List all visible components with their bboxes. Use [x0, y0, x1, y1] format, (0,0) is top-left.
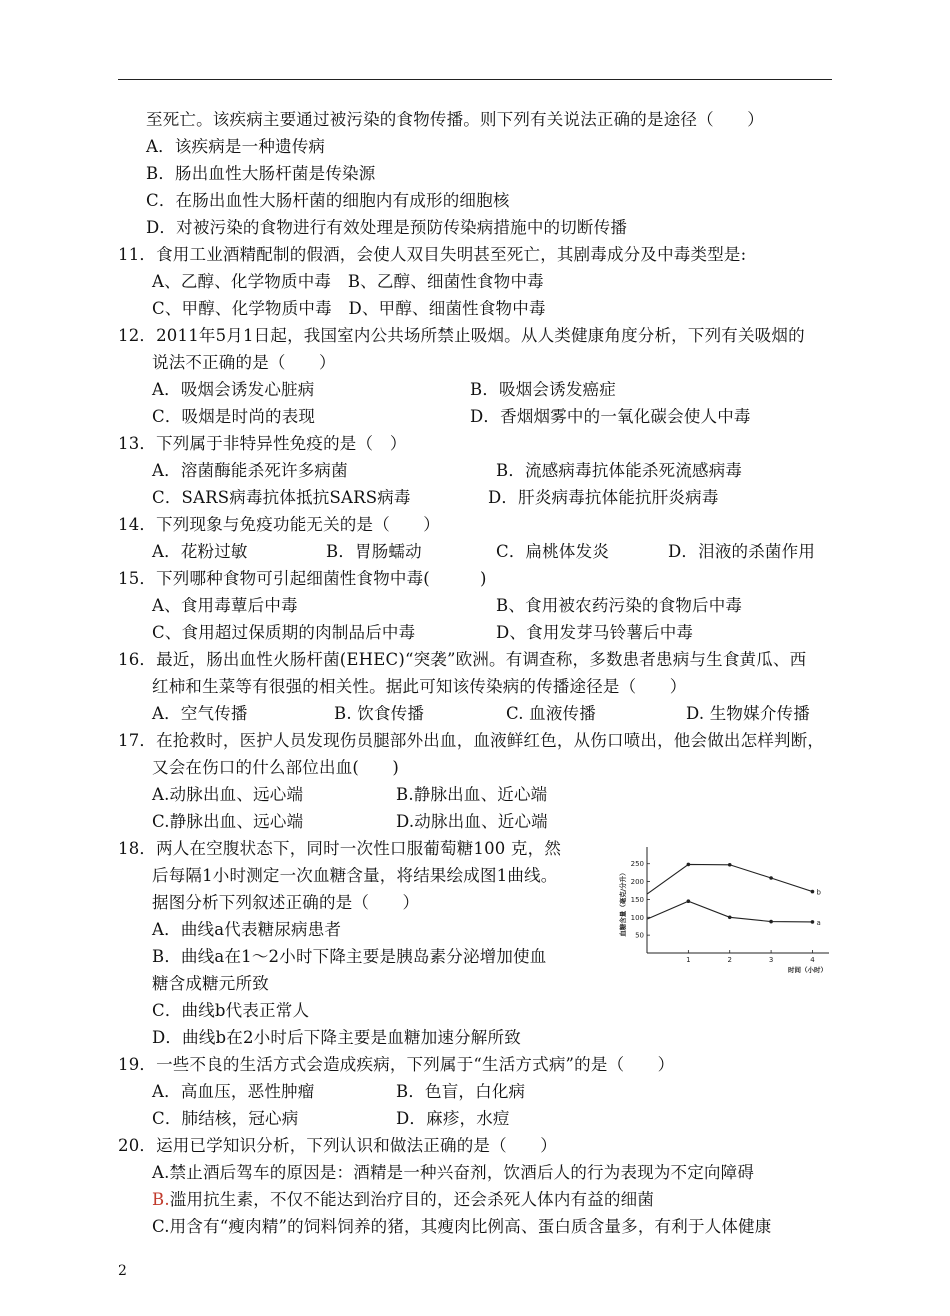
q17-stem: 17．在抢救时，医护人员发现伤员腿部外出血，血液鲜红色，从伤口喷出，他会做出怎样判断，: [118, 731, 825, 750]
x-tick-label: 2: [727, 956, 732, 964]
series-point-b: [811, 890, 815, 894]
header-rule: [118, 79, 832, 80]
q18-stem-cont1: 后每隔1小时测定一次血糖含量，将结果绘成图1曲线。: [152, 866, 558, 885]
q10-option-d: D．对被污染的食物进行有效处理是预防传染病措施中的切断传播: [146, 218, 628, 237]
series-point-a: [728, 915, 732, 919]
q16-stem-cont: 红柿和生菜等有很强的相关性。据此可知该传染病的传播途径是（ ）: [152, 677, 687, 696]
q13-stem: 13．下列属于非特异性免疫的是（ ）: [118, 434, 407, 453]
q14-option-d: D．泪液的杀菌作用: [668, 542, 816, 561]
q16-option-d: D. 生物媒介传播: [686, 704, 810, 723]
q18-option-a: A．曲线a代表糖尿病患者: [152, 920, 342, 939]
q12-option-b: B．吸烟会诱发癌症: [470, 380, 616, 399]
series-point-b: [769, 876, 773, 880]
q20-option-b-text: 滥用抗生素，不仅不能达到治疗目的，还会杀死人体内有益的细菌: [169, 1190, 655, 1209]
q15-option-d: D、食用发芽马铃薯后中毒: [496, 623, 694, 642]
q18-stem-cont2: 据图分析下列叙述正确的是（ ）: [152, 893, 420, 912]
y-tick-label: 100: [630, 913, 644, 922]
q14-option-a: A．花粉过敏: [152, 542, 248, 561]
x-tick-label: 1: [686, 956, 691, 964]
q16-stem: 16．最近，肠出血性火肠杆菌(EHEC)“突袭”欧洲。有调查称，多数患者患病与生食黄瓜、西: [118, 650, 807, 669]
series-point-b: [728, 863, 732, 867]
y-axis-label: 血糖含量（毫克/分升）: [619, 869, 627, 937]
q13-option-b: B．流感病毒抗体能杀死流感病毒: [496, 461, 743, 480]
q19-stem: 19．一些不良的生活方式会造成疾病，下列属于“生活方式病”的是（ ）: [118, 1055, 675, 1074]
q19-option-b: B．色盲，白化病: [396, 1082, 526, 1101]
q15-stem: 15．下列哪种食物可引起细菌性食物中毒( ): [118, 569, 487, 588]
q10-option-c: C．在肠出血性大肠杆菌的细胞内有成形的细胞核: [146, 191, 510, 210]
q17-option-c: C.静脉出血、远心端: [152, 812, 304, 831]
q17-option-b: B.静脉出血、近心端: [396, 785, 548, 804]
q14-option-c: C．扁桃体发炎: [496, 542, 610, 561]
q18-stem: 18．两人在空腹状态下，同时一次性口服葡萄糖100 克，然: [118, 839, 562, 858]
page-number: 2: [118, 1263, 127, 1279]
q12-option-c: C．吸烟是时尚的表现: [152, 407, 316, 426]
q19-option-a: A．高血压，恶性肿瘤: [152, 1082, 315, 1101]
y-tick-label: 250: [630, 860, 644, 869]
q14-option-b: B．胃肠蠕动: [326, 542, 422, 561]
x-tick-label: 3: [768, 956, 774, 964]
q16-option-b: B. 饮食传播: [334, 704, 425, 723]
q18-option-d: D．曲线b在2小时后下降主要是血糖加速分解所致: [152, 1028, 521, 1047]
q17-option-d: D.动脉出血、近心端: [396, 812, 548, 831]
q19-option-d: D．麻疹，水痘: [396, 1109, 510, 1128]
q14-stem: 14．下列现象与免疫功能无关的是（ ）: [118, 515, 440, 534]
series-label-b: b: [816, 888, 821, 897]
x-axis-label: 时间（小时）: [788, 966, 827, 973]
q18-option-b: B．曲线a在1～2小时下降主要是胰岛素分泌增加使血: [152, 947, 547, 966]
q15-option-a: A、食用毒蕈后中毒: [152, 596, 298, 615]
q16-option-a: A．空气传播: [152, 704, 248, 723]
q15-option-b: B、食用被农药污染的食物后中毒: [496, 596, 743, 615]
y-tick-label: 50: [635, 931, 644, 940]
q13-option-d: D．肝炎病毒抗体能抗肝炎病毒: [488, 488, 719, 507]
series-label-a: a: [816, 918, 821, 927]
q12-option-d: D．香烟烟雾中的一氧化碳会使人中毒: [470, 407, 751, 426]
q20-option-b-letter: B.: [152, 1190, 170, 1209]
q13-option-c: C．SARS病毒抗体抵抗SARS病毒: [152, 488, 411, 507]
q11-options-ab: A、乙醇、化学物质中毒 B、乙醇、细菌性食物中毒: [152, 272, 544, 291]
q15-option-c: C、食用超过保质期的肉制品后中毒: [152, 623, 416, 642]
q13-option-a: A．溶菌酶能杀死许多病菌: [152, 461, 348, 480]
q17-option-a: A.动脉出血、远心端: [152, 785, 304, 804]
q19-option-c: C．肺结核，冠心病: [152, 1109, 299, 1128]
q10-option-b: B．肠出血性大肠杆菌是传染源: [146, 164, 376, 183]
blood-glucose-chart: [611, 843, 835, 973]
series-point-a: [769, 920, 773, 924]
series-point-a: [687, 899, 691, 903]
y-tick-label: 150: [630, 895, 644, 904]
series-point-a: [811, 920, 815, 924]
q12-option-a: A．吸烟会诱发心脏病: [152, 380, 315, 399]
q10-option-a: A．该疾病是一种遗传病: [146, 137, 326, 156]
q11-stem: 11．食用工业酒精配制的假酒，会使人双目失明甚至死亡，其剧毒成分及中毒类型是:: [118, 245, 747, 264]
q17-stem-cont: 又会在伤口的什么部位出血( ): [152, 758, 400, 777]
series-line-b: [647, 864, 812, 894]
q18-option-b-cont: 糖含成糖元所致: [152, 974, 269, 993]
q10-stem-cont: 至死亡。该疾病主要通过被污染的食物传播。则下列有关说法正确的是途径（ ）: [146, 110, 764, 129]
q12-stem-cont: 说法不正确的是（ ）: [152, 353, 336, 372]
series-point-b: [687, 863, 691, 867]
q20-stem: 20．运用已学知识分析，下列认识和做法正确的是（ ）: [118, 1136, 557, 1155]
q18-option-c: C．曲线b代表正常人: [152, 1001, 310, 1020]
q20-option-a: A.禁止酒后驾车的原因是：酒精是一种兴奋剂，饮酒后人的行为表现为不定向障碍: [152, 1163, 755, 1182]
q12-stem: 12．2011年5月1日起，我国室内公共场所禁止吸烟。从人类健康角度分析，下列有关吸烟的: [118, 326, 805, 345]
q11-options-cd: C、甲醇、化学物质中毒 D、甲醇、细菌性食物中毒: [152, 299, 546, 318]
y-tick-label: 200: [630, 878, 644, 887]
q20-option-b: [152, 1190, 654, 1210]
x-tick-label: 4: [810, 956, 815, 964]
q20-option-c: C.用含有“瘦肉精”的饲料饲养的猪，其瘦肉比例高、蛋白质含量多，有利于人体健康: [152, 1217, 772, 1236]
q16-option-c: C. 血液传播: [506, 704, 596, 723]
